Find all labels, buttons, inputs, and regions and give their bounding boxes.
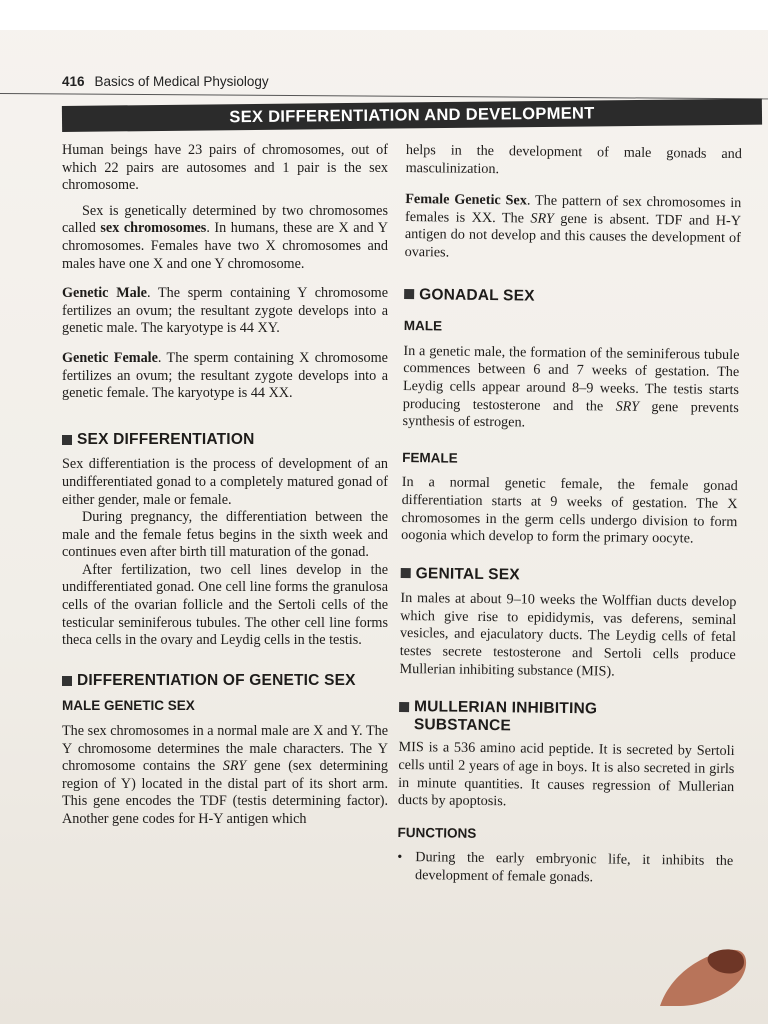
running-header (62, 74, 269, 89)
gonadal-female-paragraph: In a normal genetic female, the female gonad differentiation starts at 9 weeks of gestation. The X chromosomes in the germ cells undergo division to form oogonia which develop to form the primary oocyte. (401, 474, 738, 547)
subheading-male: MALE (403, 318, 443, 334)
mis-heading-line-1: MULLERIAN INHIBITING (413, 698, 598, 718)
book-title: Basics of Medical Physiology (94, 74, 269, 89)
subheading-male-genetic-sex: MALE GENETIC SEX (62, 698, 195, 714)
subheading-functions: FUNCTIONS (397, 824, 477, 841)
genital-paragraph: In males at about 9–10 weeks the Wolffian ducts develop which give rise to epididymis, vas deferens, seminal vesicles, and ejaculatory ducts. The Leydig cells of fetal testes secrete testosterone and Sertoli cells produce Mullerian inhibiting substance (MIS). (399, 590, 737, 680)
section-heading-sex-differentiation (62, 431, 388, 449)
male-genetic-text-a: The sex chromosomes in a normal male are X and Y. The Y chromosome determines the male characters. The Y chromosome contains the (62, 723, 388, 775)
mis-paragraph: MIS is a 536 amino acid peptide. It is secreted by Sertoli cells until 2 years of age in boys. It is also secreted in girls in minute quantities. It causes regression of Mullerian ducts by apoptosis. (397, 739, 735, 810)
square-bullet-icon (399, 702, 409, 712)
continued-paragraph: helps in the development of male gonads and masculinization. (405, 142, 742, 177)
section-heading-mis (399, 698, 735, 737)
gonadal-male-text-b: gene prevents synthesis of estrogen. (402, 398, 739, 431)
sex-diff-paragraph-2: During pregnancy, the differentiation between the male and the female fetus begins in the sixth week and continues even after birth till maturation of the gonad. (62, 509, 388, 561)
section-heading-genital-sex (401, 565, 737, 587)
male-genetic-text-b: gene (sex determining region of Y) located in the distal part of its short arm. This gene encodes the TDF (testis determining factor). Another gene codes for H-Y antigen which (62, 758, 388, 827)
male-genetic-paragraph (62, 723, 388, 829)
sex-differentiation-heading-text: SEX DIFFERENTIATION (77, 430, 255, 448)
square-bullet-icon (404, 289, 414, 299)
square-bullet-icon (62, 435, 72, 445)
page-number: 416 (62, 74, 85, 89)
genital-sex-heading-text: GENITAL SEX (415, 564, 520, 584)
gonadal-sex-heading-text: GONADAL SEX (419, 285, 535, 305)
sex-diff-paragraph-3: After fertilization, two cell lines develop in the undifferentiated gonad. One cell line forms the granulosa cells of the ovarian follicle and the Sertoli cells of the testicular seminiferous tubules. The other cell line forms theca cells in the ovary and Leydig cells in the testis. (62, 561, 388, 649)
intro-text-a: Sex is genetically determined by two chromosomes called (62, 202, 388, 237)
genetic-male-text: . The sperm containing Y chromosome fertilizes an ovum; the resultant zygote develops into a genetic male. The karyotype is 44 XY. (62, 285, 388, 337)
mis-heading-text (414, 698, 598, 735)
sry-term: SRY (530, 210, 554, 227)
female-genetic-label: Female Genetic Sex (405, 191, 527, 209)
section-heading-genetic-sex (62, 672, 388, 690)
chapter-title: SEX DIFFERENTIATION AND DEVELOPMENT (229, 104, 595, 127)
genetic-female-paragraph (62, 350, 388, 403)
left-column (62, 142, 388, 837)
sex-diff-paragraph-1: Sex differentiation is the process of development of an undifferentiated gonad to a completely matured gonad of either gender, male or female. (62, 456, 388, 508)
functions-bullet-text: During the early embryonic life, it inhibits the development of female gonads. (414, 849, 734, 886)
genetic-female-text: . The sperm containing X chromosome fertilizes an ovum; the resultant zygote develops into a genetic female. The karyotype is 44 XX. (62, 349, 388, 402)
sex-chromosomes-term: sex chromosomes (100, 220, 207, 237)
genetic-male-paragraph (62, 285, 388, 338)
list-item (397, 849, 733, 888)
genetic-sex-heading-text: DIFFERENTIATION OF GENETIC SEX (77, 671, 356, 689)
genetic-female-label: Genetic Female (62, 349, 158, 366)
bullet-dot: • (397, 849, 403, 866)
sry-term: SRY (222, 758, 247, 775)
subheading-female: FEMALE (402, 449, 458, 466)
square-bullet-icon (401, 568, 411, 578)
gonadal-male-paragraph (402, 343, 739, 435)
intro-paragraph-2 (62, 203, 388, 273)
chapter-title-bar (62, 99, 762, 132)
female-genetic-paragraph (405, 191, 742, 265)
sry-term: SRY (615, 398, 640, 415)
intro-text-b: . In humans, these are X and Y chromosomes. Females have two X chromosomes and males have one X and one Y chromosome. (62, 220, 389, 272)
intro-paragraph-1: Human beings have 23 pairs of chromosomes, out of which 22 pairs are autosomes and 1 pair is the sex chromosome. (62, 142, 388, 194)
gonadal-male-text-a: In a genetic male, the formation of the seminiferous tubule commences between 6 and 7 weeks of gestation. The Leydig cells appear around 8–9 weeks. The testis starts producing testosterone and the (402, 342, 740, 415)
finger-photo-artifact (640, 936, 750, 1006)
header-rule (0, 93, 768, 99)
female-genetic-text-a: . The pattern of sex chromosomes in females is XX. The (404, 192, 742, 227)
square-bullet-icon (62, 676, 72, 686)
top-margin (0, 0, 768, 30)
female-genetic-text-b: gene is absent. TDF and H-Y antigen do not develop and this causes the development of ovaries. (404, 210, 742, 261)
mis-heading-line-2: SUBSTANCE (413, 715, 512, 735)
section-heading-gonadal-sex (404, 286, 740, 308)
right-column (397, 142, 742, 889)
genetic-male-label: Genetic Male (62, 285, 147, 302)
